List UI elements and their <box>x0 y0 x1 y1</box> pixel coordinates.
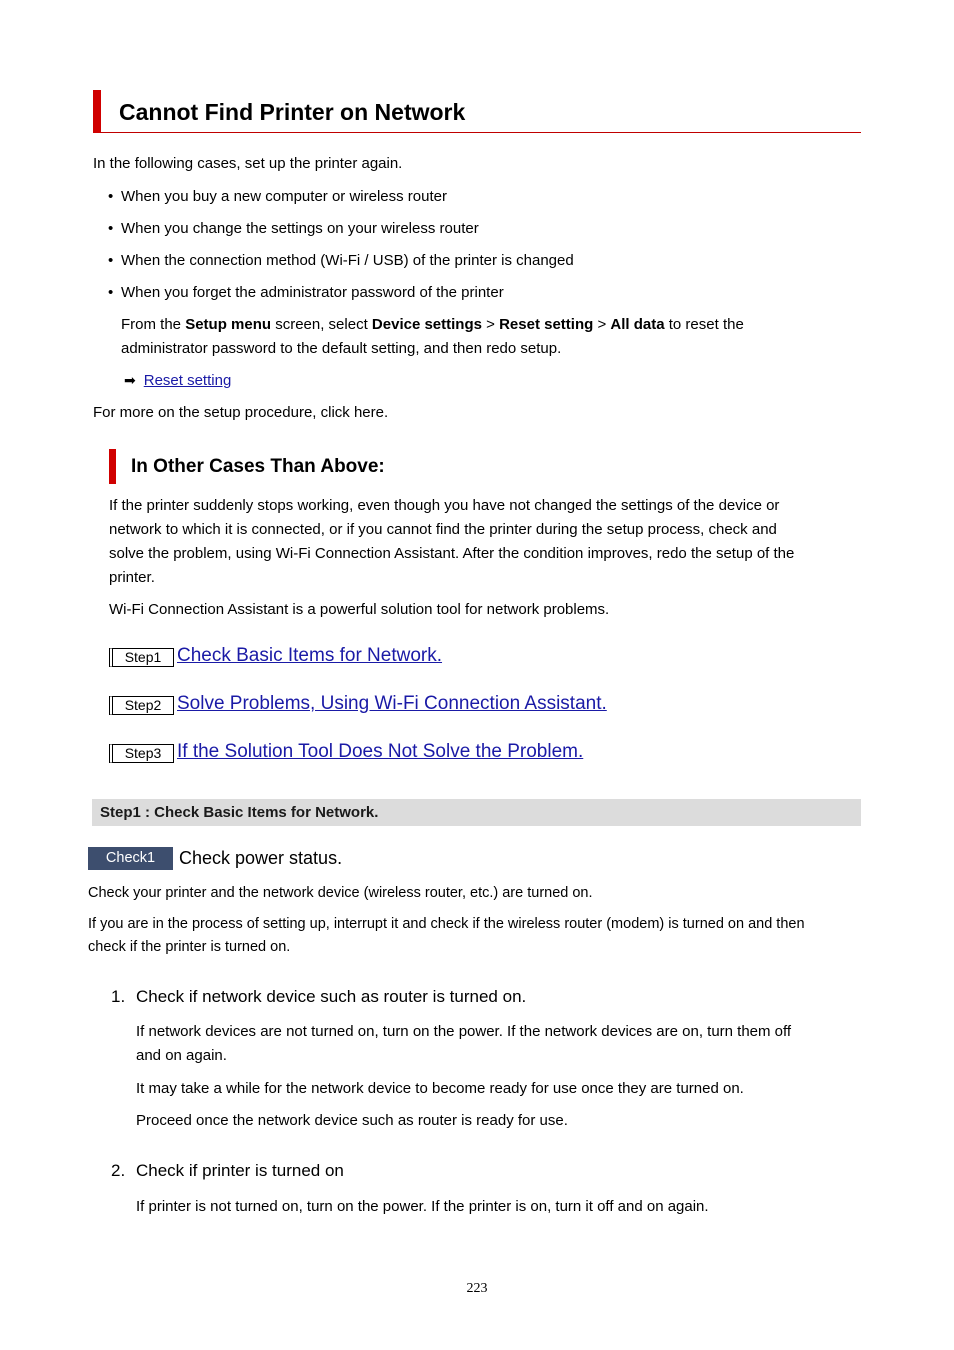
check-badge: Check1 <box>88 847 173 870</box>
bullet-mark: • <box>108 220 114 237</box>
item-number: 2. <box>111 1161 126 1180</box>
check-title: Check power status. <box>179 848 343 868</box>
check-paragraph: Check your printer and the network device (wireless router, etc.) are turned on. <box>88 885 593 901</box>
text-fragment: to reset the <box>664 316 744 333</box>
step-link[interactable]: Solve Problems, Using Wi-Fi Connection Assistant. <box>177 693 607 714</box>
item-text: If network devices are not turned on, turn on the power. If the network devices are on, turn them off <box>136 1023 792 1040</box>
subheading-accent-bar <box>109 449 116 484</box>
section-header <box>92 799 861 826</box>
text-fragment: > <box>481 316 500 333</box>
menu-name: Reset setting <box>499 316 594 333</box>
step-link[interactable]: Check Basic Items for Network. <box>177 645 443 666</box>
page-number: 223 <box>466 1281 488 1296</box>
paragraph-line: printer. <box>109 569 155 586</box>
text-fragment: screen, select <box>271 316 372 333</box>
arrow-right-icon: ➡ <box>124 373 136 389</box>
page-title: Cannot Find Printer on Network <box>119 99 466 125</box>
reset-setting-link-row <box>124 369 231 393</box>
reset-setting-link[interactable]: Reset setting <box>143 372 232 389</box>
step-badge: Step3 <box>109 744 174 763</box>
step-badge: Step2 <box>109 696 174 715</box>
list-item-text: When you forget the administrator password of the printer <box>121 284 504 301</box>
item-number: 1. <box>111 987 126 1006</box>
list-item-text: When the connection method (Wi-Fi / USB) of the printer is changed <box>121 252 574 269</box>
reset-instructions-line2: administrator password to the default setting, and then redo setup. <box>121 340 562 357</box>
text-fragment: From the <box>121 316 186 333</box>
section-title: Step1 : Check Basic Items for Network. <box>100 804 379 821</box>
bullet-mark: • <box>108 284 114 301</box>
step-link[interactable]: If the Solution Tool Does Not Solve the Problem. <box>177 741 584 762</box>
item-text: It may take a while for the network device to become ready for use once they are turned on. <box>136 1080 744 1097</box>
item-text: and on again. <box>136 1047 227 1064</box>
menu-name: Setup menu <box>185 316 272 333</box>
item-title: Check if network device such as router is turned on. <box>136 987 527 1006</box>
check-paragraph: If you are in the process of setting up, interrupt it and check if the wireless router (modem) is turned on and then <box>88 916 805 932</box>
subheading: In Other Cases Than Above: <box>131 456 385 477</box>
reset-instructions <box>121 313 744 337</box>
heading-accent-bar <box>93 90 101 133</box>
bullet-mark: • <box>108 252 114 269</box>
item-text: If printer is not turned on, turn on the power. If the printer is on, turn it off and on again. <box>136 1198 709 1215</box>
step-badge: Step1 <box>109 648 174 667</box>
paragraph-line: solve the problem, using Wi-Fi Connection Assistant. After the condition improves, redo the setup of the <box>109 545 795 562</box>
more-info-text: For more on the setup procedure, click here. <box>93 404 389 421</box>
text-fragment: > <box>593 316 611 333</box>
bullet-mark: • <box>108 188 114 205</box>
assistant-note: Wi-Fi Connection Assistant is a powerful solution tool for network problems. <box>109 601 610 618</box>
item-text: Proceed once the network device such as router is ready for use. <box>136 1112 568 1129</box>
list-item-text: When you buy a new computer or wireless router <box>121 188 447 205</box>
paragraph-line: If the printer suddenly stops working, even though you have not changed the settings of the device or <box>109 497 780 514</box>
item-title: Check if printer is turned on <box>136 1161 344 1180</box>
heading-rule <box>100 132 861 133</box>
menu-name: Device settings <box>371 316 482 333</box>
paragraph-line: network to which it is connected, or if you cannot find the printer during the setup process, check and <box>109 521 777 538</box>
list-item-text: When you change the settings on your wireless router <box>121 220 479 237</box>
check-paragraph: check if the printer is turned on. <box>88 939 291 955</box>
intro-text: In the following cases, set up the printer again. <box>93 155 403 172</box>
menu-name: All data <box>610 316 665 333</box>
